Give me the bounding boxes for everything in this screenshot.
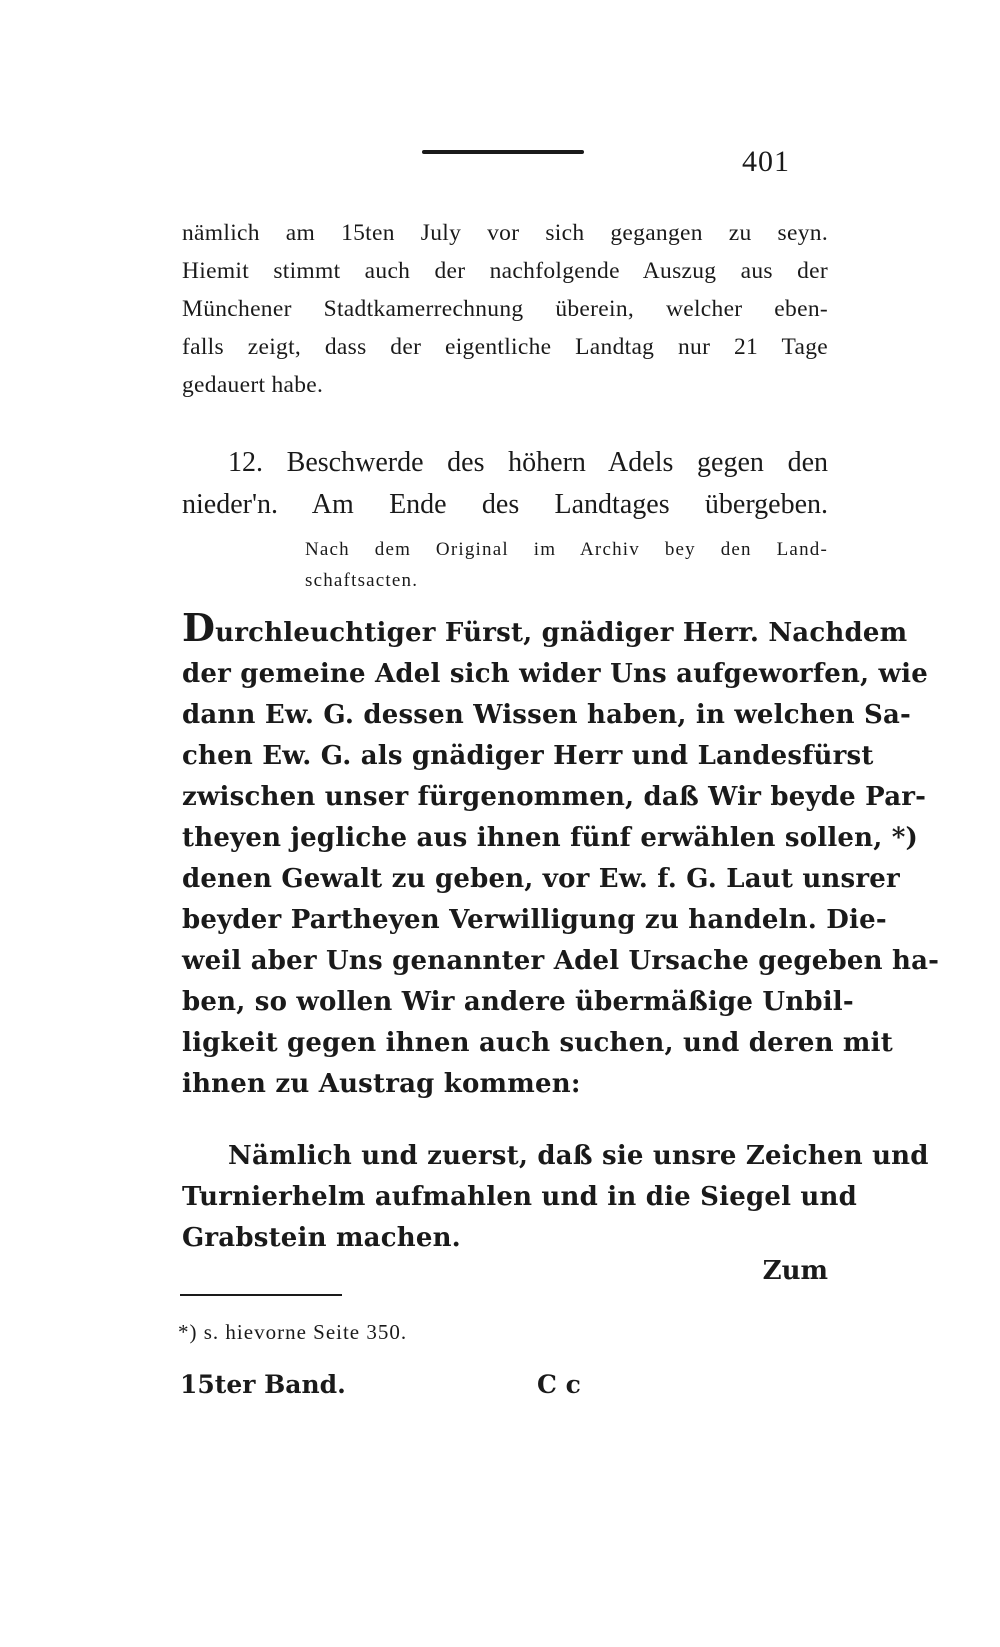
text-line: falls zeigt, dass der eigentliche Landtag nur 21 Tage xyxy=(182,334,828,360)
signature-mark: C c xyxy=(537,1370,581,1399)
intro-paragraph xyxy=(182,214,828,404)
first-complaint-paragraph xyxy=(182,1136,929,1259)
header-rule xyxy=(422,150,584,154)
text-line: denen Gewalt zu geben, vor Ew. f. G. Laut unsrer xyxy=(182,864,900,894)
text-line: Hiemit stimmt auch der nachfolgende Auszug aus der xyxy=(182,258,828,284)
text-line: weil aber Uns genannter Adel Ursache gegeben ha- xyxy=(182,946,940,976)
text-line: Turnierhelm aufmahlen und in die Siegel und xyxy=(182,1182,857,1212)
text-line: ihnen zu Austrag kommen: xyxy=(182,1069,581,1099)
text-line: ben, so wollen Wir andere übermäßige Unbil- xyxy=(182,987,854,1017)
source-line: schaftsacten. xyxy=(305,570,419,591)
section-heading xyxy=(182,442,828,526)
text-line: chen Ew. G. als gnädiger Herr und Landesfürst xyxy=(182,741,874,771)
text-line: ligkeit gegen ihnen auch suchen, und deren mit xyxy=(182,1028,893,1058)
footnote: *) s. hievorne Seite 350. xyxy=(178,1320,408,1344)
text-line: theyen jegliche aus ihnen fünf erwählen sollen, *) xyxy=(182,823,919,853)
heading-line: 12. Beschwerde des höhern Adels gegen den xyxy=(228,447,828,478)
text-line: nämlich am 15ten July vor sich gegangen zu seyn. xyxy=(182,220,828,246)
printer-signature xyxy=(180,1370,600,1400)
drop-cap: D xyxy=(182,605,216,650)
first-line-text: urchleuchtiger Fürst, gnädiger Herr. Nachdem xyxy=(215,618,908,648)
text-line: gedauert habe. xyxy=(182,372,324,398)
heading-line: nieder'n. Am Ende des Landtages übergeben. xyxy=(182,489,828,520)
footnote-rule xyxy=(180,1294,342,1296)
volume-label: 15ter Band. xyxy=(180,1370,346,1399)
text-line: beyder Partheyen Verwilligung zu handeln. Die- xyxy=(182,905,887,935)
page-number: 401 xyxy=(742,145,790,178)
text-line: Grabstein machen. xyxy=(182,1223,461,1253)
text-line: der gemeine Adel sich wider Uns aufgeworfen, wie xyxy=(182,659,928,689)
text-line: dann Ew. G. dessen Wissen haben, in welchen Sa- xyxy=(182,700,911,730)
petition-paragraph xyxy=(182,605,940,1105)
source-note xyxy=(305,534,828,596)
text-line xyxy=(182,605,908,654)
text-line: Münchener Stadtkamerrechnung überein, welcher eben- xyxy=(182,296,828,322)
text-line: Nämlich und zuerst, daß sie unsre Zeichen und xyxy=(228,1141,929,1171)
source-line: Nach dem Original im Archiv bey den Land- xyxy=(305,539,828,560)
text-line: zwischen unser fürgenommen, daß Wir beyde Par- xyxy=(182,782,927,812)
catchword: Zum xyxy=(762,1256,828,1286)
